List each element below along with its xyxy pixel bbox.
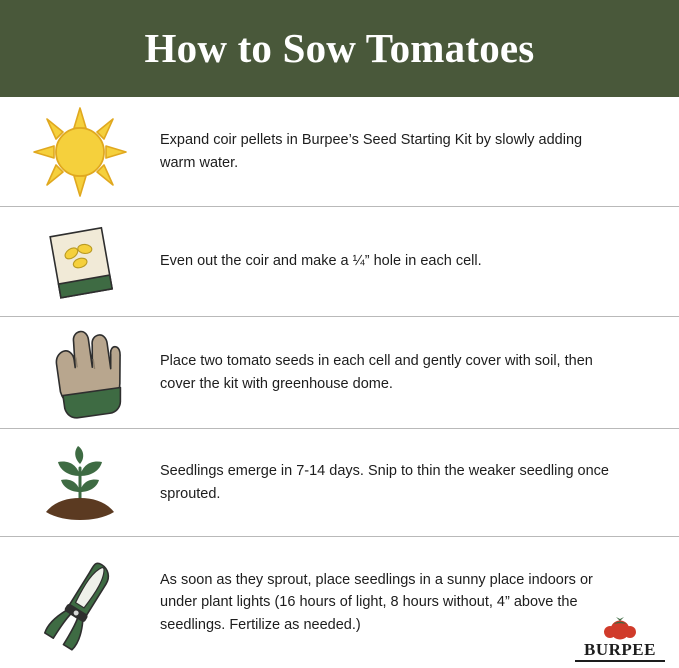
step-text-cell [150,350,665,395]
list-item [0,317,679,429]
page-title: How to Sow Tomatoes [144,24,535,71]
header-banner [0,0,679,97]
burpee-logo [575,615,665,662]
step-icon-cell [10,537,150,668]
step-icon-cell [10,429,150,536]
logo-wordmark: BURPEE [584,640,656,659]
list-item [0,429,679,537]
seed-packet-icon [35,222,125,302]
step-description: Even out the coir and make a ¼” hole in each cell. [160,253,482,270]
list-item [0,97,679,207]
pruning-shears-icon [20,555,140,651]
logo-underline [575,660,665,662]
step-description: Expand coir pellets in Burpee’s Seed Starting Kit by slowly adding warm water. [160,132,583,171]
step-text-cell [150,250,665,272]
sun-icon [30,106,130,198]
step-icon-cell [10,97,150,206]
tomato-icon [575,615,665,641]
tomato-graphic [598,615,642,641]
step-description: Place two tomato seeds in each cell and gently cover with soil, then cover the kit with greenhouse dome. [160,353,593,392]
steps-list [0,97,679,668]
list-item [0,207,679,317]
step-description: As soon as they sprout, place seedlings in a sunny place indoors or under plant lights (16 hours of light, 8 hours without, 4” above the seedlings. Fertilize as needed.) [160,571,593,633]
garden-glove-icon [38,327,122,419]
step-icon-cell [10,207,150,316]
step-icon-cell [10,317,150,428]
step-description: Seedlings emerge in 7-14 days. Snip to thin the weaker seedling once sprouted. [160,463,609,502]
step-text-cell [150,129,665,174]
step-text-cell [150,460,665,505]
seedling-sprout-icon [32,442,128,524]
